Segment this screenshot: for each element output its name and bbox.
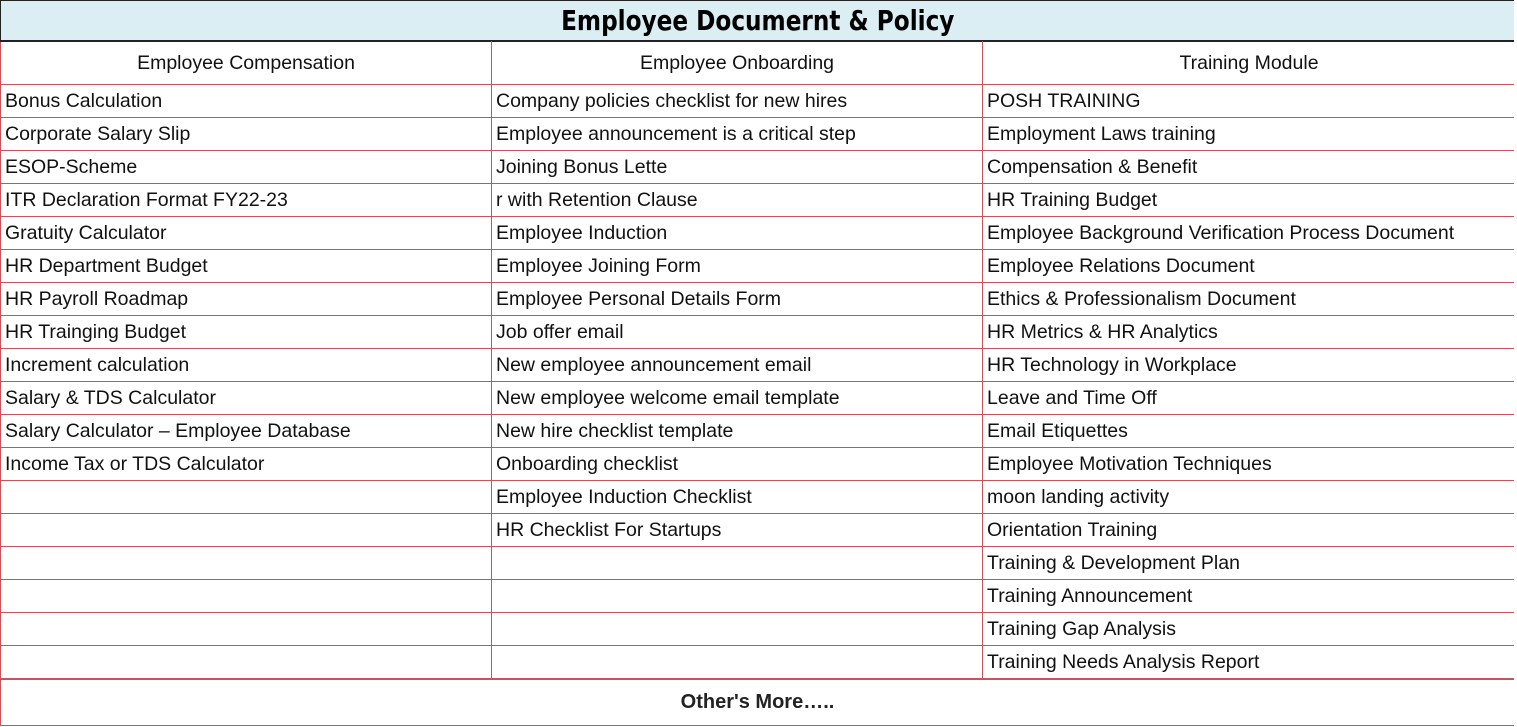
training-cell[interactable]: HR Training Budget <box>983 184 1516 217</box>
onboarding-cell[interactable]: Employee Induction Checklist <box>492 481 983 514</box>
table-row <box>1 217 1516 250</box>
table-row <box>1 118 1516 151</box>
table-row <box>1 151 1516 184</box>
table-row <box>1 448 1516 481</box>
compensation-cell <box>1 646 492 679</box>
onboarding-cell[interactable]: HR Checklist For Startups <box>492 514 983 547</box>
onboarding-cell[interactable]: r with Retention Clause <box>492 184 983 217</box>
compensation-cell[interactable]: HR Department Budget <box>1 250 492 283</box>
compensation-cell[interactable]: HR Payroll Roadmap <box>1 283 492 316</box>
compensation-cell <box>1 547 492 580</box>
onboarding-cell[interactable]: Employee Induction <box>492 217 983 250</box>
onboarding-cell[interactable]: Onboarding checklist <box>492 448 983 481</box>
table-row <box>1 85 1516 118</box>
compensation-cell[interactable]: ESOP-Scheme <box>1 151 492 184</box>
onboarding-cell <box>492 547 983 580</box>
onboarding-cell[interactable]: Joining Bonus Lette <box>492 151 983 184</box>
table-row <box>1 481 1516 514</box>
training-cell[interactable]: Orientation Training <box>983 514 1516 547</box>
table-row <box>1 514 1516 547</box>
training-cell[interactable]: Training Announcement <box>983 580 1516 613</box>
onboarding-cell <box>492 613 983 646</box>
training-cell[interactable]: Email Etiquettes <box>983 415 1516 448</box>
training-cell[interactable]: Leave and Time Off <box>983 382 1516 415</box>
table-row <box>1 547 1516 580</box>
onboarding-cell[interactable]: Employee Joining Form <box>492 250 983 283</box>
table-row <box>1 646 1516 679</box>
header-row <box>1 42 1516 85</box>
compensation-cell <box>1 580 492 613</box>
onboarding-cell[interactable]: Job offer email <box>492 316 983 349</box>
column-header-compensation: Employee Compensation <box>1 42 492 85</box>
compensation-cell[interactable]: ITR Declaration Format FY22-23 <box>1 184 492 217</box>
compensation-cell[interactable]: Income Tax or TDS Calculator <box>1 448 492 481</box>
table-row <box>1 349 1516 382</box>
table-row <box>1 283 1516 316</box>
table-row <box>1 613 1516 646</box>
compensation-cell[interactable]: Increment calculation <box>1 349 492 382</box>
compensation-cell[interactable]: Corporate Salary Slip <box>1 118 492 151</box>
training-cell[interactable]: Ethics & Professionalism Document <box>983 283 1516 316</box>
onboarding-cell[interactable]: New hire checklist template <box>492 415 983 448</box>
table-row <box>1 382 1516 415</box>
onboarding-cell[interactable]: Company policies checklist for new hires <box>492 85 983 118</box>
compensation-cell[interactable]: Salary & TDS Calculator <box>1 382 492 415</box>
training-cell[interactable]: moon landing activity <box>983 481 1516 514</box>
compensation-cell[interactable]: Salary Calculator – Employee Database <box>1 415 492 448</box>
training-cell[interactable]: HR Metrics & HR Analytics <box>983 316 1516 349</box>
training-cell[interactable]: Employee Background Verification Process Document <box>983 217 1516 250</box>
column-header-onboarding: Employee Onboarding <box>492 42 983 85</box>
title-bar <box>0 0 1515 41</box>
more-link[interactable]: Other's More….. <box>0 679 1515 726</box>
document-table <box>0 41 1516 679</box>
training-cell[interactable]: Employee Motivation Techniques <box>983 448 1516 481</box>
compensation-cell <box>1 514 492 547</box>
onboarding-cell[interactable]: Employee Personal Details Form <box>492 283 983 316</box>
compensation-cell[interactable]: Gratuity Calculator <box>1 217 492 250</box>
onboarding-cell <box>492 580 983 613</box>
training-cell[interactable]: Employment Laws training <box>983 118 1516 151</box>
training-cell[interactable]: Training & Development Plan <box>983 547 1516 580</box>
compensation-cell <box>1 613 492 646</box>
compensation-cell <box>1 481 492 514</box>
page-title: Employee Documernt & Policy <box>560 4 955 37</box>
table-row <box>1 250 1516 283</box>
onboarding-cell <box>492 646 983 679</box>
training-cell[interactable]: Training Gap Analysis <box>983 613 1516 646</box>
onboarding-cell[interactable]: New employee announcement email <box>492 349 983 382</box>
training-cell[interactable]: HR Technology in Workplace <box>983 349 1516 382</box>
table-row <box>1 415 1516 448</box>
training-cell[interactable]: Training Needs Analysis Report <box>983 646 1516 679</box>
table-row <box>1 184 1516 217</box>
onboarding-cell[interactable]: Employee announcement is a critical step <box>492 118 983 151</box>
training-cell[interactable]: Compensation & Benefit <box>983 151 1516 184</box>
column-header-training: Training Module <box>983 42 1516 85</box>
onboarding-cell[interactable]: New employee welcome email template <box>492 382 983 415</box>
compensation-cell[interactable]: HR Trainging Budget <box>1 316 492 349</box>
training-cell[interactable]: POSH TRAINING <box>983 85 1516 118</box>
training-cell[interactable]: Employee Relations Document <box>983 250 1516 283</box>
table-row <box>1 316 1516 349</box>
table-row <box>1 580 1516 613</box>
compensation-cell[interactable]: Bonus Calculation <box>1 85 492 118</box>
